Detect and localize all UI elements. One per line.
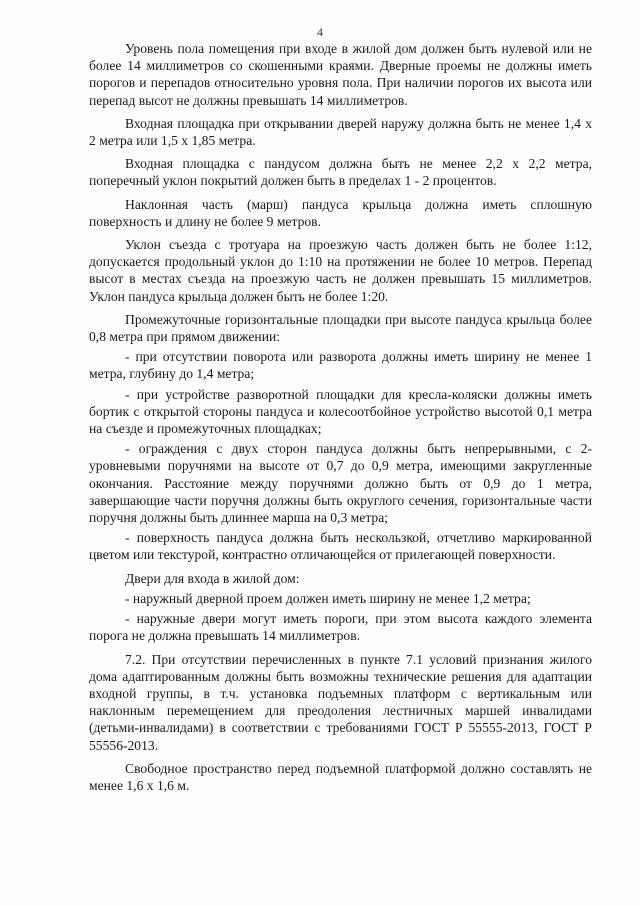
paragraph-entrance-area-doors: Входная площадка при открывании дверей наружу должна быть не менее 1,4 х 2 метра или 1,5 х 1,85 метра. [89,115,592,149]
list-item-ramp-surface: - поверхность пандуса должна быть нескользкой, отчетливо маркированной цветом или текстурой, контрастно отличающейся от прилегающей поверхности. [89,530,592,563]
paragraph-entrance-area-ramp: Входная площадка с пандусом должна быть не менее 2,2 х 2,2 метра, поперечный уклон покрытий должен быть в пределах 1 - 2 процентов. [89,156,592,189]
list-item-door-threshold: - наружные двери могут иметь пороги, при этом высота каждого элемента порога не должна превышать 14 миллиметров. [89,611,592,644]
paragraph-entrance-doors: Двери для входа в жилой дом: [125,570,300,586]
paragraph-section-7-2: 7.2. При отсутствии перечисленных в пункте 7.1 условий признания жилого дома адаптированным должны быть возможны технические решения для адаптации входной группы, в т.ч. установка подъемных платформ с вертикальным или наклонным перемещением для преодоления лестничных маршей инвалидами (детьми-инвалидами) в соответствии с требованиями ГОСТ Р 55555-2013, ГОСТ Р 55556-2013. [89,651,592,753]
paragraph-curb-slope: Уклон съезда с тротуара на проезжую часть должен быть не более 1:12, допускается продольный уклон до 1:10 на протяжении не более 10 метров. Перепад высот в местах съезда на проезжую часть не должен превышать 15 миллиметров. Уклон пандуса крыльца должен быть не более 1:20. [89,237,592,304]
list-item-railings: - ограждения с двух сторон пандуса должны быть непрерывными, с 2-уровневыми поручнями на высоте от 0,7 до 0,9 метра, имеющими закругленные окончания. Расстояние между поручнями должно быть от 0,9 до 1 метра, завершающие части поручня должны быть округлого сечения, горизонтальные части поручня должны быть длиннее марша на 0,3 метра; [89,441,592,526]
paragraph-intermediate-platforms: Промежуточные горизонтальные площадки при высоте пандуса крыльца более 0,8 метра при прямом движении: [89,311,592,345]
paragraph-ramp-inclined-part: Наклонная часть (марш) пандуса крыльца должна иметь сплошную поверхность и длину не более 9 метров. [89,196,592,229]
page-number: 4 [317,25,323,39]
paragraph-free-space: Свободное пространство перед подъемной платформой должно составлять не менее 1,6 х 1,6 м. [89,760,592,793]
list-item-no-turn: - при отсутствии поворота или разворота должны иметь ширину не менее 1 метра, глубину до 1,4 метра; [89,349,592,382]
paragraph-floor-level: Уровень пола помещения при входе в жилой дом должен быть нулевой или не более 14 миллиметров со скошенными краями. Дверные проемы не должны иметь порогов и перепадов относительно уровня пола. При наличии порогов их высота или перепад высот не должны превышать 14 миллиметров. [89,41,592,108]
list-item-door-width: - наружный дверной проем должен иметь ширину не менее 1,2 метра; [125,590,531,606]
list-item-turnaround: - при устройстве разворотной площадки для кресла-коляски должны иметь бортик с открытой стороны пандуса и колесоотбойное устройство высотой 0,1 метра на съезде и промежуточных площадках; [89,386,592,437]
document-body [89,40,592,794]
